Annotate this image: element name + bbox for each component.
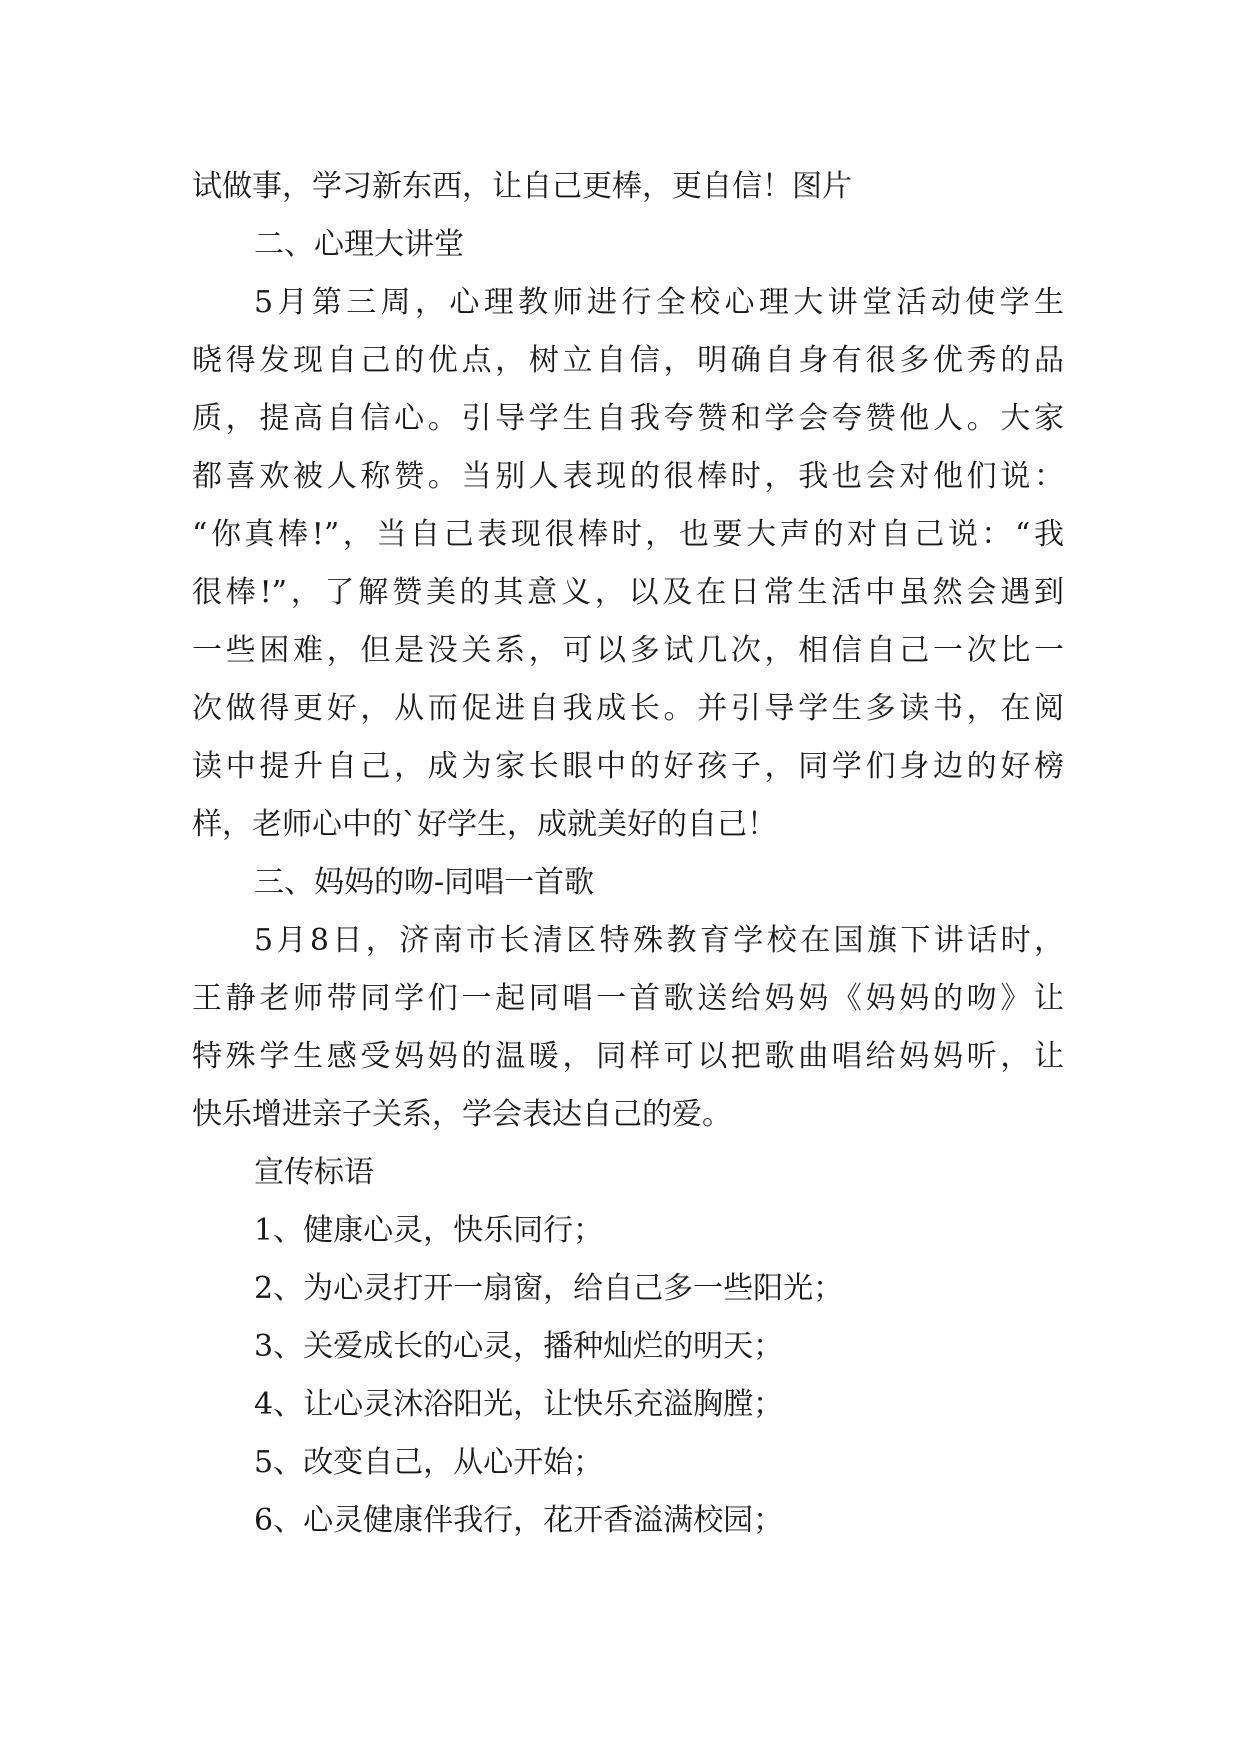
paragraph-line: 一些困难，但是没关系，可以多试几次，相信自己一次比一 — [192, 633, 1064, 668]
paragraph-line: 次做得更好，从而促进自我成长。并引导学生多读书，在阅 — [192, 691, 1064, 726]
paragraph-line: 快乐增进亲子关系，学会表达自己的爱。 — [192, 1097, 732, 1132]
slogan-item: 3、关爱成长的心灵，播种灿烂的明天； — [254, 1329, 784, 1364]
paragraph-line: 5月8日，济南市长清区特殊教育学校在国旗下讲话时， — [254, 923, 1064, 958]
paragraph-line: 试做事，学习新东西，让自己更棒，更自信！图片 — [192, 169, 852, 204]
paragraph-line: 特殊学生感受妈妈的温暖，同样可以把歌曲唱给妈妈听，让 — [192, 1039, 1064, 1074]
paragraph-line: 晓得发现自己的优点，树立自信，明确自身有很多优秀的品 — [192, 343, 1064, 378]
slogan-item: 2、为心灵打开一扇窗，给自己多一些阳光； — [254, 1271, 844, 1306]
paragraph-line: 样，老师心中的`好学生，成就美好的自己！ — [192, 807, 777, 842]
slogan-item: 6、心灵健康伴我行，花开香溢满校园； — [254, 1503, 784, 1538]
document-body — [192, 158, 1064, 1550]
paragraph-line: 5月第三周，心理教师进行全校心理大讲堂活动使学生 — [254, 285, 1064, 320]
paragraph-line: 很棒!”，了解赞美的其意义，以及在日常生活中虽然会遇到 — [192, 575, 1064, 610]
slogan-item: 1、健康心灵，快乐同行； — [254, 1213, 604, 1248]
paragraph-line: “你真棒!”，当自己表现很棒时，也要大声的对自己说：“我 — [192, 517, 1064, 552]
section-heading-psychology-lecture: 二、心理大讲堂 — [254, 227, 464, 262]
section-heading-mothers-kiss: 三、妈妈的吻-同唱一首歌 — [254, 865, 595, 900]
slogan-item: 5、改变自己，从心开始； — [254, 1445, 604, 1480]
paragraph-line: 质，提高自信心。引导学生自我夸赞和学会夸赞他人。大家 — [192, 401, 1064, 436]
slogan-item: 4、让心灵沐浴阳光，让快乐充溢胸膛； — [254, 1387, 784, 1422]
paragraph-line: 王静老师带同学们一起同唱一首歌送给妈妈《妈妈的吻》让 — [192, 981, 1064, 1016]
paragraph-line: 读中提升自己，成为家长眼中的好孩子，同学们身边的好榜 — [192, 749, 1064, 784]
section-heading-slogans: 宣传标语 — [254, 1155, 374, 1190]
paragraph-line: 都喜欢被人称赞。当别人表现的很棒时，我也会对他们说： — [192, 459, 1064, 494]
